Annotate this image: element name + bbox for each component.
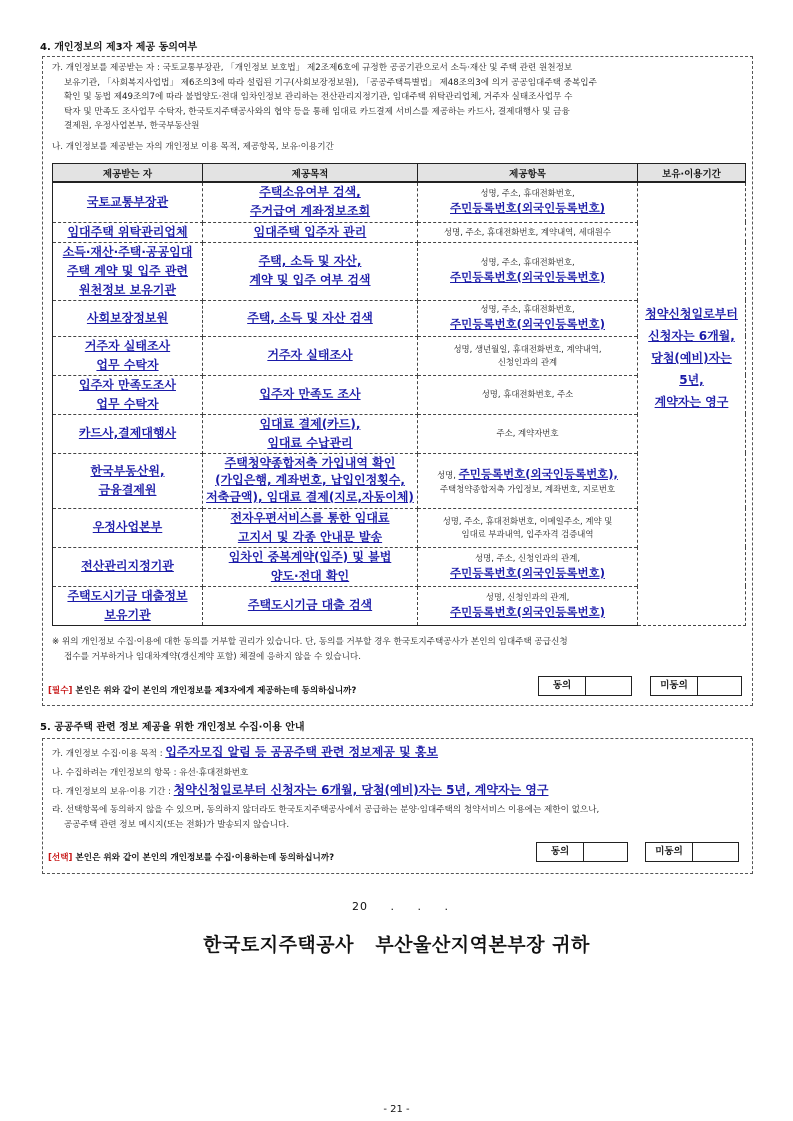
header-purpose: 제공목적 [203,164,418,183]
purpose-cell: 주택도시기금 대출 검색 [203,586,418,625]
recipient-cell: 카드사,결제대행사 [53,414,203,453]
text-line: 확인 및 동법 제49조의7에 따라 불법양도·전대 임차인정보 관리하는 전산관리지정기관, 임대주택 위탁관리업체, 거주자 실태조사업무 수 [64,92,573,102]
section4-title: 4. 개인정보의 제3자 제공 동의여부 [40,42,198,53]
disagree-label: 미동의 [646,843,693,861]
optional-tag: [선택] [48,853,73,863]
disagree-label: 미동의 [651,677,698,695]
recipient-cell: 국토교통부장관 [53,182,203,222]
table-header-row [53,164,746,183]
text-line: 접수를 거부하거나 임대차계약(갱신계약 포함) 체결에 응하지 않을 수 있습니다. [64,652,361,662]
header-recipient: 제공받는 자 [53,164,203,183]
purpose-cell: 임대주택 입주자 관리 [203,222,418,242]
text-line: 라. 선택항목에 동의하지 않을 수 있으며, 동의하지 않더라도 한국토지주택공사에서 공급하는 분양·임대주택의 청약서비스 이용에는 제한이 없으나, [52,805,600,815]
section4-disagree-checkbox[interactable] [650,676,742,696]
items-cell: 성명, 주소, 신청인과의 관계, 주민등록번호(외국인등록번호) [418,547,638,586]
purpose-cell: 주택, 소득 및 자산 검색 [203,300,418,336]
recipient-cell: 한국부동산원, 금융결제원 [53,453,203,508]
section5-consent-question: [선택] 본인은 위와 같이 본인의 개인정보를 수집·이용하는데 동의하십니까? [48,853,335,863]
purpose-cell: 전자우편서비스를 통한 임대료 고지서 및 각종 안내문 발송 [203,508,418,547]
purpose-cell: 임대료 결제(카드), 임대료 수납관리 [203,414,418,453]
section5-disagree-checkbox[interactable] [645,842,739,862]
text-line: 공공주택 관련 정보 메시지(또는 전화)가 발송되지 않습니다. [64,819,290,830]
recipient-cell: 임대주택 위탁관리업체 [53,222,203,242]
items-cell: 성명, 생년월일, 휴대전화번호, 계약내역, 신청인과의 관계 [418,336,638,375]
purpose-cell: 주택, 소득 및 자산, 계약 및 입주 여부 검색 [203,242,418,300]
required-tag: [필수] [48,686,73,696]
items-cell: 주소, 계약자번호 [418,414,638,453]
section4-consent-question: [필수] 본인은 위와 같이 본인의 개인정보를 제3자에게 제공하는데 동의하십니까? [48,686,357,696]
refusal-notice [52,635,742,665]
text-line: 보유기관, 「사회복지사업법」 제6조의3에 따라 설립된 기구(사회보장정보원), 「공공주택특별법」 제48조의3에 의거 공공임대주택 중복입주 [64,77,597,88]
text-line: ※ 위의 개인정보 수집·이용에 대한 동의를 거부할 권리가 있습니다. 단, 동의를 거부할 경우 한국토지주택공사가 본인의 임대주택 공급신청 [52,637,568,647]
provision-table [52,163,746,626]
section4-agree-checkbox[interactable] [538,676,632,696]
recipient-cell: 우정사업본부 [53,508,203,547]
items-cell: 성명, 신청인과의 관계, 주민등록번호(외국인등록번호) [418,586,638,625]
retention-period-cell: 청약신청일로부터 신청자는 6개월, 당첨(예비)자는 5년, 계약자는 영구 [638,182,746,625]
section4-recipients-text [52,61,752,134]
items-cell: 성명, 주소, 휴대전화번호, 이메일주소, 계약 및 임대료 부과내역, 입주자격 검증내역 [418,508,638,547]
items-cell: 성명, 휴대전화번호, 주소 [418,375,638,414]
recipient-cell: 전산관리지정기관 [53,547,203,586]
recipient-cell: 소득·재산·주택·공공임대 주택 계약 및 입주 관련 원천정보 보유기관 [53,242,203,300]
items-cell: 성명, 주소, 휴대전화번호, 주민등록번호(외국인등록번호) [418,242,638,300]
addressee-signature: 한국토지주택공사 부산울산지역본부장 귀하 [203,934,590,956]
purpose-cell: 주택청약종합저축 가입내역 확인 (가입은행, 계좌번호, 납입인정횟수, 저축금액), 임대료 결제(지로,자동이체) [203,453,418,508]
section5-period: 다. 개인정보의 보유·이용 기간 : 청약신청일로부터 신청자는 6개월, 당첨(예비)자는 5년, 계약자는 영구 [52,783,549,797]
recipient-cell: 거주자 실태조사 업무 수탁자 [53,336,203,375]
purpose-cell: 임차인 중복계약(입주) 및 불법 양도·전대 확인 [203,547,418,586]
page-number: - 21 - [383,1104,410,1115]
items-cell: 성명, 주소, 휴대전화번호, 주민등록번호(외국인등록번호) [418,182,638,222]
header-retention: 보유·이용기간 [638,164,746,183]
table-row [53,182,746,222]
section4-usage-heading: 나. 개인정보를 제공받는 자의 개인정보 이용 목적, 제공항목, 보유·이용기간 [52,142,334,152]
section5-optional-notice [52,803,752,832]
section5-agree-checkbox[interactable] [536,842,628,862]
recipient-cell: 사회보장정보원 [53,300,203,336]
items-cell: 성명, 주민등록번호(외국인등록번호), 주택청약종합저축 가입정보, 계좌번호, 지로번호 [418,453,638,508]
date-line: 20 . . . [352,900,449,913]
text-line: 결제원, 우정사업본부, 한국부동산원 [64,121,200,131]
items-cell: 성명, 주소, 휴대전화번호, 계약내역, 세대원수 [418,222,638,242]
header-items: 제공항목 [418,164,638,183]
agree-label: 동의 [537,843,584,861]
recipient-cell: 주택도시기금 대출정보 보유기관 [53,586,203,625]
items-cell: 성명, 주소, 휴대전화번호, 주민등록번호(외국인등록번호) [418,300,638,336]
section5-title: 5. 공공주택 관련 정보 제공을 위한 개인정보 수집·이용 안내 [40,722,305,733]
section5-items: 나. 수집하려는 개인정보의 항목 : 유선·휴대전화번호 [52,768,249,778]
text-line: 탁자 및 만족도 조사업무 수탁자, 한국토지주택공사와의 협약 등을 통해 임대료 카드결제 서비스를 제공하는 카드사, 결제대행사 및 금융 [64,106,570,117]
purpose-cell: 입주자 만족도 조사 [203,375,418,414]
text-line: 가. 개인정보를 제공받는 자 : 국토교통부장관, 「개인정보 보호법」 제2조제6호에 규정한 공공기관으로서 소득·재산 및 주택 관련 원천정보 [52,63,573,73]
agree-label: 동의 [539,677,586,695]
recipient-cell: 입주자 만족도조사 업무 수탁자 [53,375,203,414]
purpose-cell: 주택소유여부 검색, 주거급여 계좌정보조회 [203,182,418,222]
section5-purpose: 가. 개인정보 수집·이용 목적 : 입주자모집 알림 등 공공주택 관련 정보제공 및 홍보 [52,745,439,759]
purpose-cell: 거주자 실태조사 [203,336,418,375]
